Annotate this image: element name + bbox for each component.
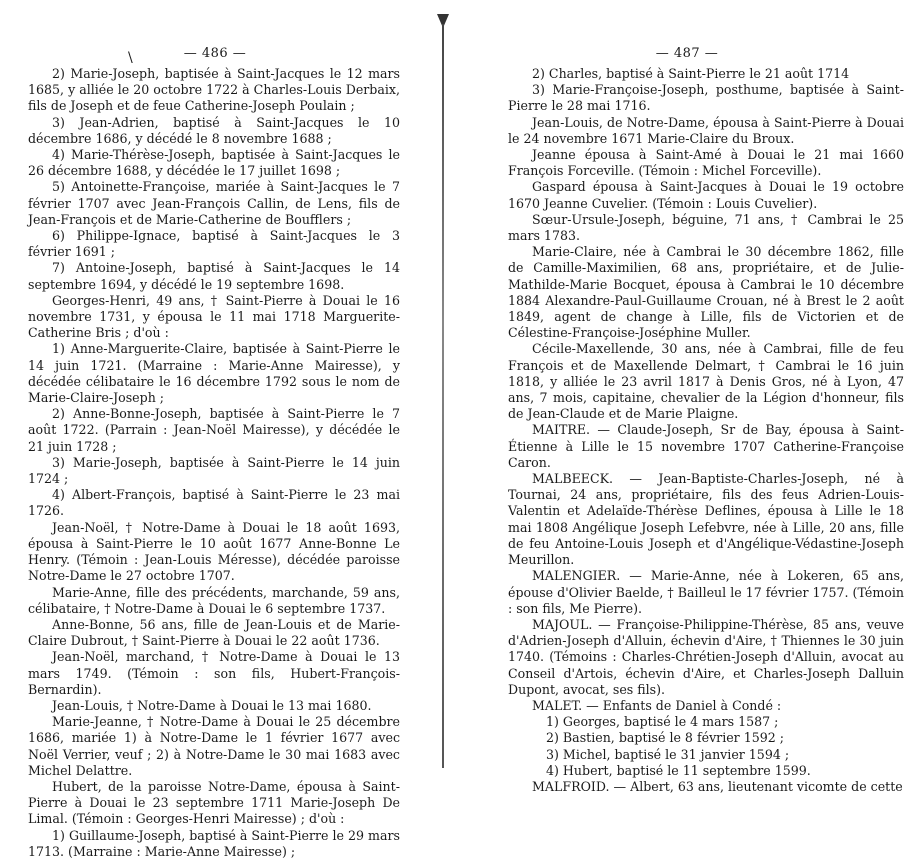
paragraph: 3) Jean-Adrien, baptisé à Saint-Jacques le 10 décembre 1686, y décédé le 8 novembre 1688 ; [28, 114, 400, 146]
paragraph: 1) Guillaume-Joseph, baptisé à Saint-Pierre le 29 mars 1713. (Marraine : Marie-Anne Mairesse) ; [28, 827, 400, 859]
stray-mark: \ [128, 50, 133, 66]
paragraph: Marie-Claire, née à Cambrai le 30 décembre 1862, fille de Camille-Maximilien, 68 ans, propriétaire, et de Julie-Mathilde-Marie Bocquet, épousa à Cambrai le 10 décembre 1884 Alexandre-Paul-Guillaume Crouan, né à Brest le 2 août 1849, agent de change à Lille, fils de Victorien et de Célestine-Françoise-Joséphine Muller. [508, 244, 904, 341]
paragraph: MALET. — Enfants de Daniel à Condé : [532, 697, 782, 713]
paragraph: MAJOUL. — Françoise-Philippine-Thérèse, 85 ans, veuve d'Adrien-Joseph d'Alluin, échevin d'Aire, † Thiennes le 30 juin 1740. (Témoins : Charles-Chrétien-Joseph d'Alluin, avocat au Conseil d'Artois, échevin d'Aire, et Charles-Joseph Dalluin Dupont, avocat, ses fils). [508, 616, 904, 697]
paragraph: Anne-Bonne, 56 ans, fille de Jean-Louis et de Marie-Claire Dubrout, † Saint-Pierre à Douai le 22 août 1736. [28, 616, 400, 649]
paragraph: 7) Antoine-Joseph, baptisé à Saint-Jacques le 14 septembre 1694, y décédé le 19 septembre 1698. [28, 260, 400, 292]
right-page-text [508, 66, 904, 795]
paragraph: Jean-Louis, † Notre-Dame à Douai le 13 mai 1680. [52, 697, 372, 713]
paragraph: 2) Anne-Bonne-Joseph, baptisée à Saint-Pierre le 7 août 1722. (Parrain : Jean-Noël Mairesse), y décédée le 21 juin 1728 ; [28, 406, 400, 454]
paragraph: 6) Philippe-Ignace, baptisé à Saint-Jacques le 3 février 1691 ; [28, 228, 400, 260]
book-spine [439, 8, 447, 768]
paragraph: MALBEECK. — Jean-Baptiste-Charles-Joseph, né à Tournai, 24 ans, propriétaire, fils des feus Adrien-Louis-Valentin et Adelaïde-Thérèse Deflines, épousa à Lille le 18 mai 1808 Angélique Joseph Lefebvre, née à Lille, 20 ans, fille de feu Antoine-Louis Joseph et d'Angélique-Védastine-Joseph Meurillon. [508, 471, 904, 568]
paragraph: MAITRE. — Claude-Joseph, Sr de Bay, épousa à Saint-Étienne à Lille le 15 novembre 1707 Catherine-Françoise Caron. [508, 422, 904, 470]
paragraph: 4) Albert-François, baptisé à Saint-Pierre le 23 mai 1726. [28, 487, 400, 519]
paragraph: MALFROID. — Albert, 63 ans, lieutenant vicomte de cette [532, 778, 903, 794]
paragraph: MALENGIER. — Marie-Anne, née à Lokeren, 65 ans, épouse d'Olivier Baelde, † Bailleul le 17 février 1757. (Témoin : son fils, Me Pierre). [508, 568, 904, 616]
paragraph: 3) Marie-Françoise-Joseph, posthume, baptisée à Saint-Pierre le 28 mai 1716. [508, 82, 904, 114]
paragraph: 3) Marie-Joseph, baptisée à Saint-Pierre le 14 juin 1724 ; [28, 454, 400, 487]
left-page-text [28, 66, 400, 860]
paragraph: Marie-Jeanne, † Notre-Dame à Douai le 25 décembre 1686, mariée 1) à Notre-Dame le 1 février 1677 avec Noël Verrier, veuf ; 2) à Notre-Dame le 30 mai 1683 avec Michel Delattre. [28, 714, 400, 778]
page-number-left: — 486 — [183, 46, 247, 61]
list-item: 1) Georges, baptisé le 4 mars 1587 ; [546, 714, 779, 730]
right-page [460, 0, 914, 794]
paragraph: 2) Charles, baptisé à Saint-Pierre le 21 août 1714 [532, 66, 850, 81]
list-item: 3) Michel, baptisé le 31 janvier 1594 ; [546, 746, 790, 762]
paragraph: Marie-Anne, fille des précédents, marchande, 59 ans, célibataire, † Notre-Dame à Douai le 6 septembre 1737. [28, 584, 400, 616]
paragraph: Jean-Noël, † Notre-Dame à Douai le 18 août 1693, épousa à Saint-Pierre le 10 août 1677 Anne-Bonne Le Henry. (Témoin : Jean-Louis Méresse), décédée paroisse Notre-Dame le 27 octobre 1707. [28, 519, 400, 584]
paragraph: 1) Anne-Marguerite-Claire, baptisée à Saint-Pierre le 14 juin 1721. (Marraine : Marie-Anne Mairesse), y décédée célibataire le 16 décembre 1792 sous le nom de Marie-Claire-Joseph ; [28, 341, 400, 406]
list-item: 2) Bastien, baptisé le 8 février 1592 ; [546, 730, 785, 746]
paragraph: 2) Marie-Joseph, baptisée à Saint-Jacques le 12 mars 1685, y alliée le 20 octobre 1722 à Charles-Louis Derbaix, fils de Joseph et de feue Catherine-Joseph Poulain ; [28, 66, 400, 114]
paragraph: Cécile-Maxellende, 30 ans, née à Cambrai, fille de feu François et de Maxellende Delmart, † Cambrai le 16 juin 1818, y alliée le 23 avril 1817 à Denis Gros, né à Lyon, 47 ans, 7 mois, capitaine, chevalier de la Légion d'honneur, fils de Jean-Claude et de Marie Plaigne. [508, 341, 904, 422]
paragraph: Jeanne épousa à Saint-Amé à Douai le 21 mai 1660 François Forceville. (Témoin : Michel Forceville). [508, 147, 904, 179]
spine-line [442, 24, 444, 768]
paragraph: Gaspard épousa à Saint-Jacques à Douai le 19 octobre 1670 Jeanne Cuvelier. (Témoin : Louis Cuvelier). [508, 179, 904, 211]
paragraph: Jean-Louis, de Notre-Dame, épousa à Saint-Pierre à Douai le 24 novembre 1671 Marie-Claire du Broux. [508, 114, 904, 146]
paragraph: Jean-Noël, marchand, † Notre-Dame à Douai le 13 mars 1749. (Témoin : son fils, Hubert-François-Bernardin). [28, 649, 400, 697]
list-item: 4) Hubert, baptisé le 11 septembre 1599. [546, 762, 811, 778]
page-number-right: — 487 — [655, 46, 719, 61]
paragraph: Sœur-Ursule-Joseph, béguine, 71 ans, † Cambrai le 25 mars 1783. [508, 211, 904, 244]
paragraph: Hubert, de la paroisse Notre-Dame, épousa à Saint-Pierre à Douai le 23 septembre 1711 Marie-Joseph De Limal. (Témoin : Georges-Henri Mairesse) ; d'où : [28, 778, 400, 827]
paragraph: Georges-Henri, 49 ans, † Saint-Pierre à Douai le 16 novembre 1731, y épousa le 11 mai 1718 Marguerite-Catherine Bris ; d'où : [28, 292, 400, 341]
left-page [0, 0, 430, 859]
paragraph: 4) Marie-Thérèse-Joseph, baptisée à Saint-Jacques le 26 décembre 1688, y décédée le 17 juillet 1698 ; [28, 147, 400, 179]
paragraph: 5) Antoinette-Françoise, mariée à Saint-Jacques le 7 février 1707 avec Jean-François Callin, de Lens, fils de Jean-François et de Marie-Catherine de Boufflers ; [28, 179, 400, 227]
